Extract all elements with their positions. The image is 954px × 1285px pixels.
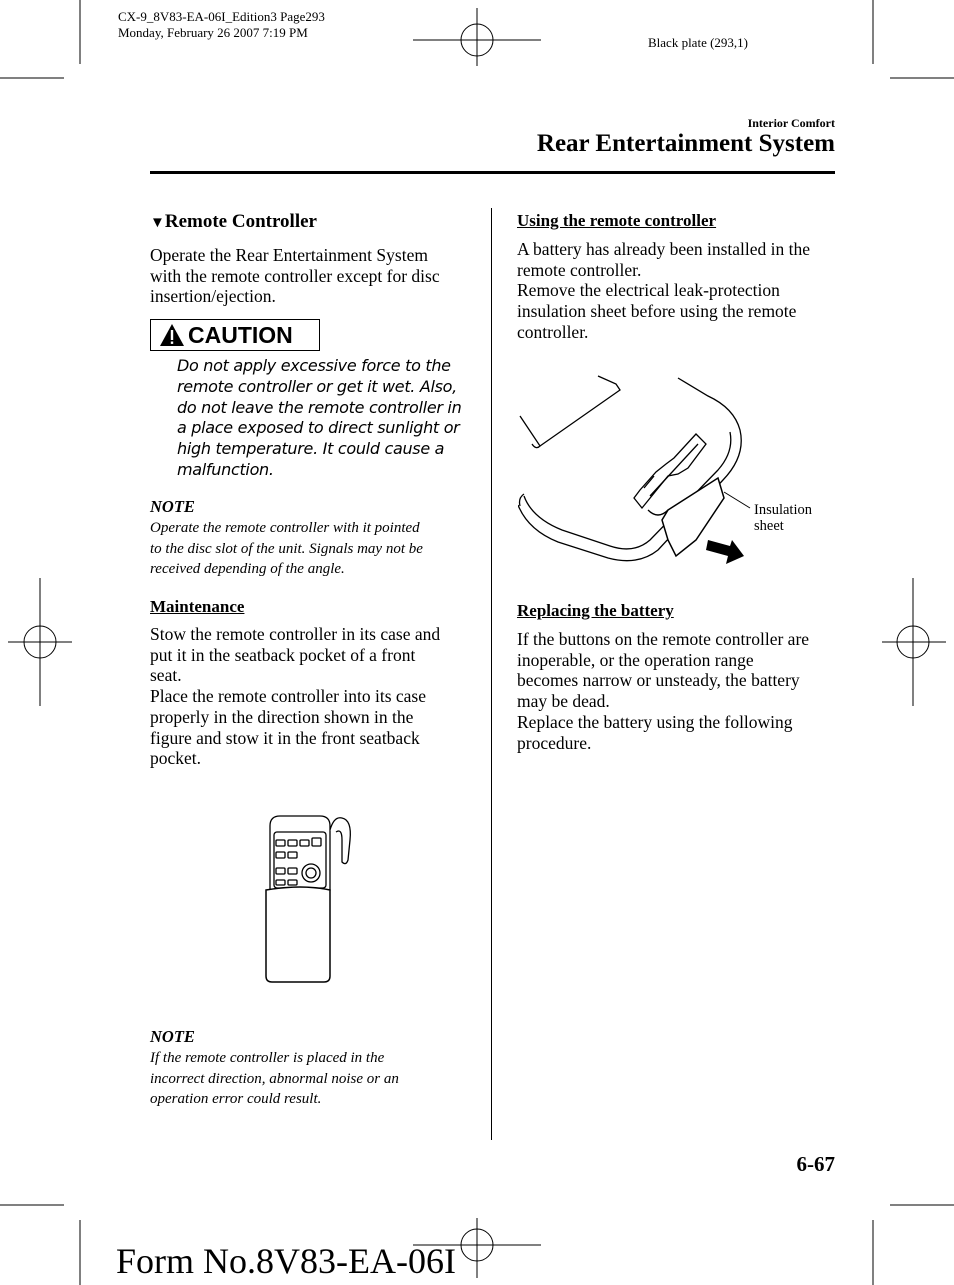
text-line: controller. bbox=[517, 321, 589, 342]
form-number: Form No.8V83-EA-06I bbox=[116, 1241, 456, 1281]
text-line: put it in the seatback pocket of a front bbox=[150, 644, 416, 665]
text-line: Remove the electrical leak-protection bbox=[517, 280, 780, 301]
text-line: Place the remote controller into its case bbox=[150, 686, 427, 707]
replacing-battery-text bbox=[517, 629, 842, 753]
label-line: Insulation bbox=[754, 502, 812, 518]
print-header-job bbox=[118, 9, 325, 41]
text-line: insulation sheet before using the remote bbox=[517, 301, 797, 322]
column-divider bbox=[491, 208, 492, 1140]
remote-in-case-illustration bbox=[262, 810, 362, 990]
remote-controller-heading bbox=[150, 211, 317, 233]
text-line: Operate the remote controller with it pointed bbox=[150, 520, 420, 536]
text-line: figure and stow it in the front seatback bbox=[150, 727, 420, 748]
maintenance-text bbox=[150, 624, 480, 769]
text-line: seat. bbox=[150, 665, 182, 686]
print-header-line1: CX-9_8V83-EA-06I_Edition3 Page293 bbox=[118, 9, 325, 24]
heading-text: Remote Controller bbox=[164, 211, 317, 232]
text-line: received depending of the angle. bbox=[150, 561, 345, 578]
section-label: Interior Comfort bbox=[747, 116, 835, 130]
insulation-sheet-label bbox=[754, 503, 812, 534]
text-line: If the buttons on the remote controller are bbox=[517, 629, 810, 649]
caution-box bbox=[150, 319, 320, 351]
header-rule bbox=[150, 171, 835, 174]
text-line: Operate the Rear Entertainment System bbox=[150, 245, 428, 265]
print-header-line2: Monday, February 26 2007 7:19 PM bbox=[118, 25, 308, 40]
text-line: a place exposed to direct sunlight or bbox=[177, 418, 460, 438]
text-line: operation error could result. bbox=[150, 1091, 322, 1108]
text-line: pocket. bbox=[150, 748, 202, 769]
text-line: becomes narrow or unsteady, the battery bbox=[517, 670, 800, 691]
text-line: insertion/ejection. bbox=[150, 286, 276, 307]
text-line: do not leave the remote controller in bbox=[177, 397, 462, 417]
warning-triangle-icon bbox=[159, 323, 185, 347]
text-line: with the remote controller except for disc bbox=[150, 265, 440, 286]
replacing-battery-heading: Replacing the battery bbox=[517, 601, 674, 620]
text-line: procedure. bbox=[517, 732, 592, 753]
text-line: A battery has already been installed in the bbox=[517, 239, 811, 259]
note2-text bbox=[150, 1048, 470, 1110]
text-line: inoperable, or the operation range bbox=[517, 649, 754, 670]
label-line: sheet bbox=[754, 517, 784, 534]
text-line: remote controller. bbox=[517, 259, 642, 280]
text-line: may be dead. bbox=[517, 691, 610, 712]
page-number: 6-67 bbox=[796, 1152, 835, 1176]
text-line: malfunction. bbox=[177, 459, 274, 479]
using-remote-text bbox=[517, 239, 842, 343]
caution-label: CAUTION bbox=[188, 322, 293, 348]
insulation-sheet-illustration bbox=[518, 370, 758, 570]
note1-text bbox=[150, 518, 470, 580]
text-line: If the remote controller is placed in the bbox=[150, 1050, 385, 1066]
text-line: incorrect direction, abnormal noise or an bbox=[150, 1070, 399, 1087]
text-line: high temperature. It could cause a bbox=[177, 439, 445, 459]
intro-paragraph bbox=[150, 245, 480, 307]
print-header-plate: Black plate (293,1) bbox=[648, 35, 748, 50]
text-line: remote controller or get it wet. Also, bbox=[177, 376, 457, 396]
maintenance-heading: Maintenance bbox=[150, 597, 245, 616]
note2-title: NOTE bbox=[150, 1027, 195, 1046]
text-line: Do not apply excessive force to the bbox=[177, 356, 451, 375]
text-line: Replace the battery using the following bbox=[517, 711, 793, 732]
using-remote-heading: Using the remote controller bbox=[517, 211, 717, 230]
note1-title: NOTE bbox=[150, 497, 195, 516]
caution-text bbox=[177, 356, 467, 481]
text-line: Stow the remote controller in its case and bbox=[150, 624, 441, 644]
text-line: properly in the direction shown in the bbox=[150, 706, 414, 727]
text-line: to the disc slot of the unit. Signals may not be bbox=[150, 540, 423, 557]
triangle-marker-icon: ▼ bbox=[150, 215, 165, 231]
section-title: Rear Entertainment System bbox=[536, 130, 835, 157]
